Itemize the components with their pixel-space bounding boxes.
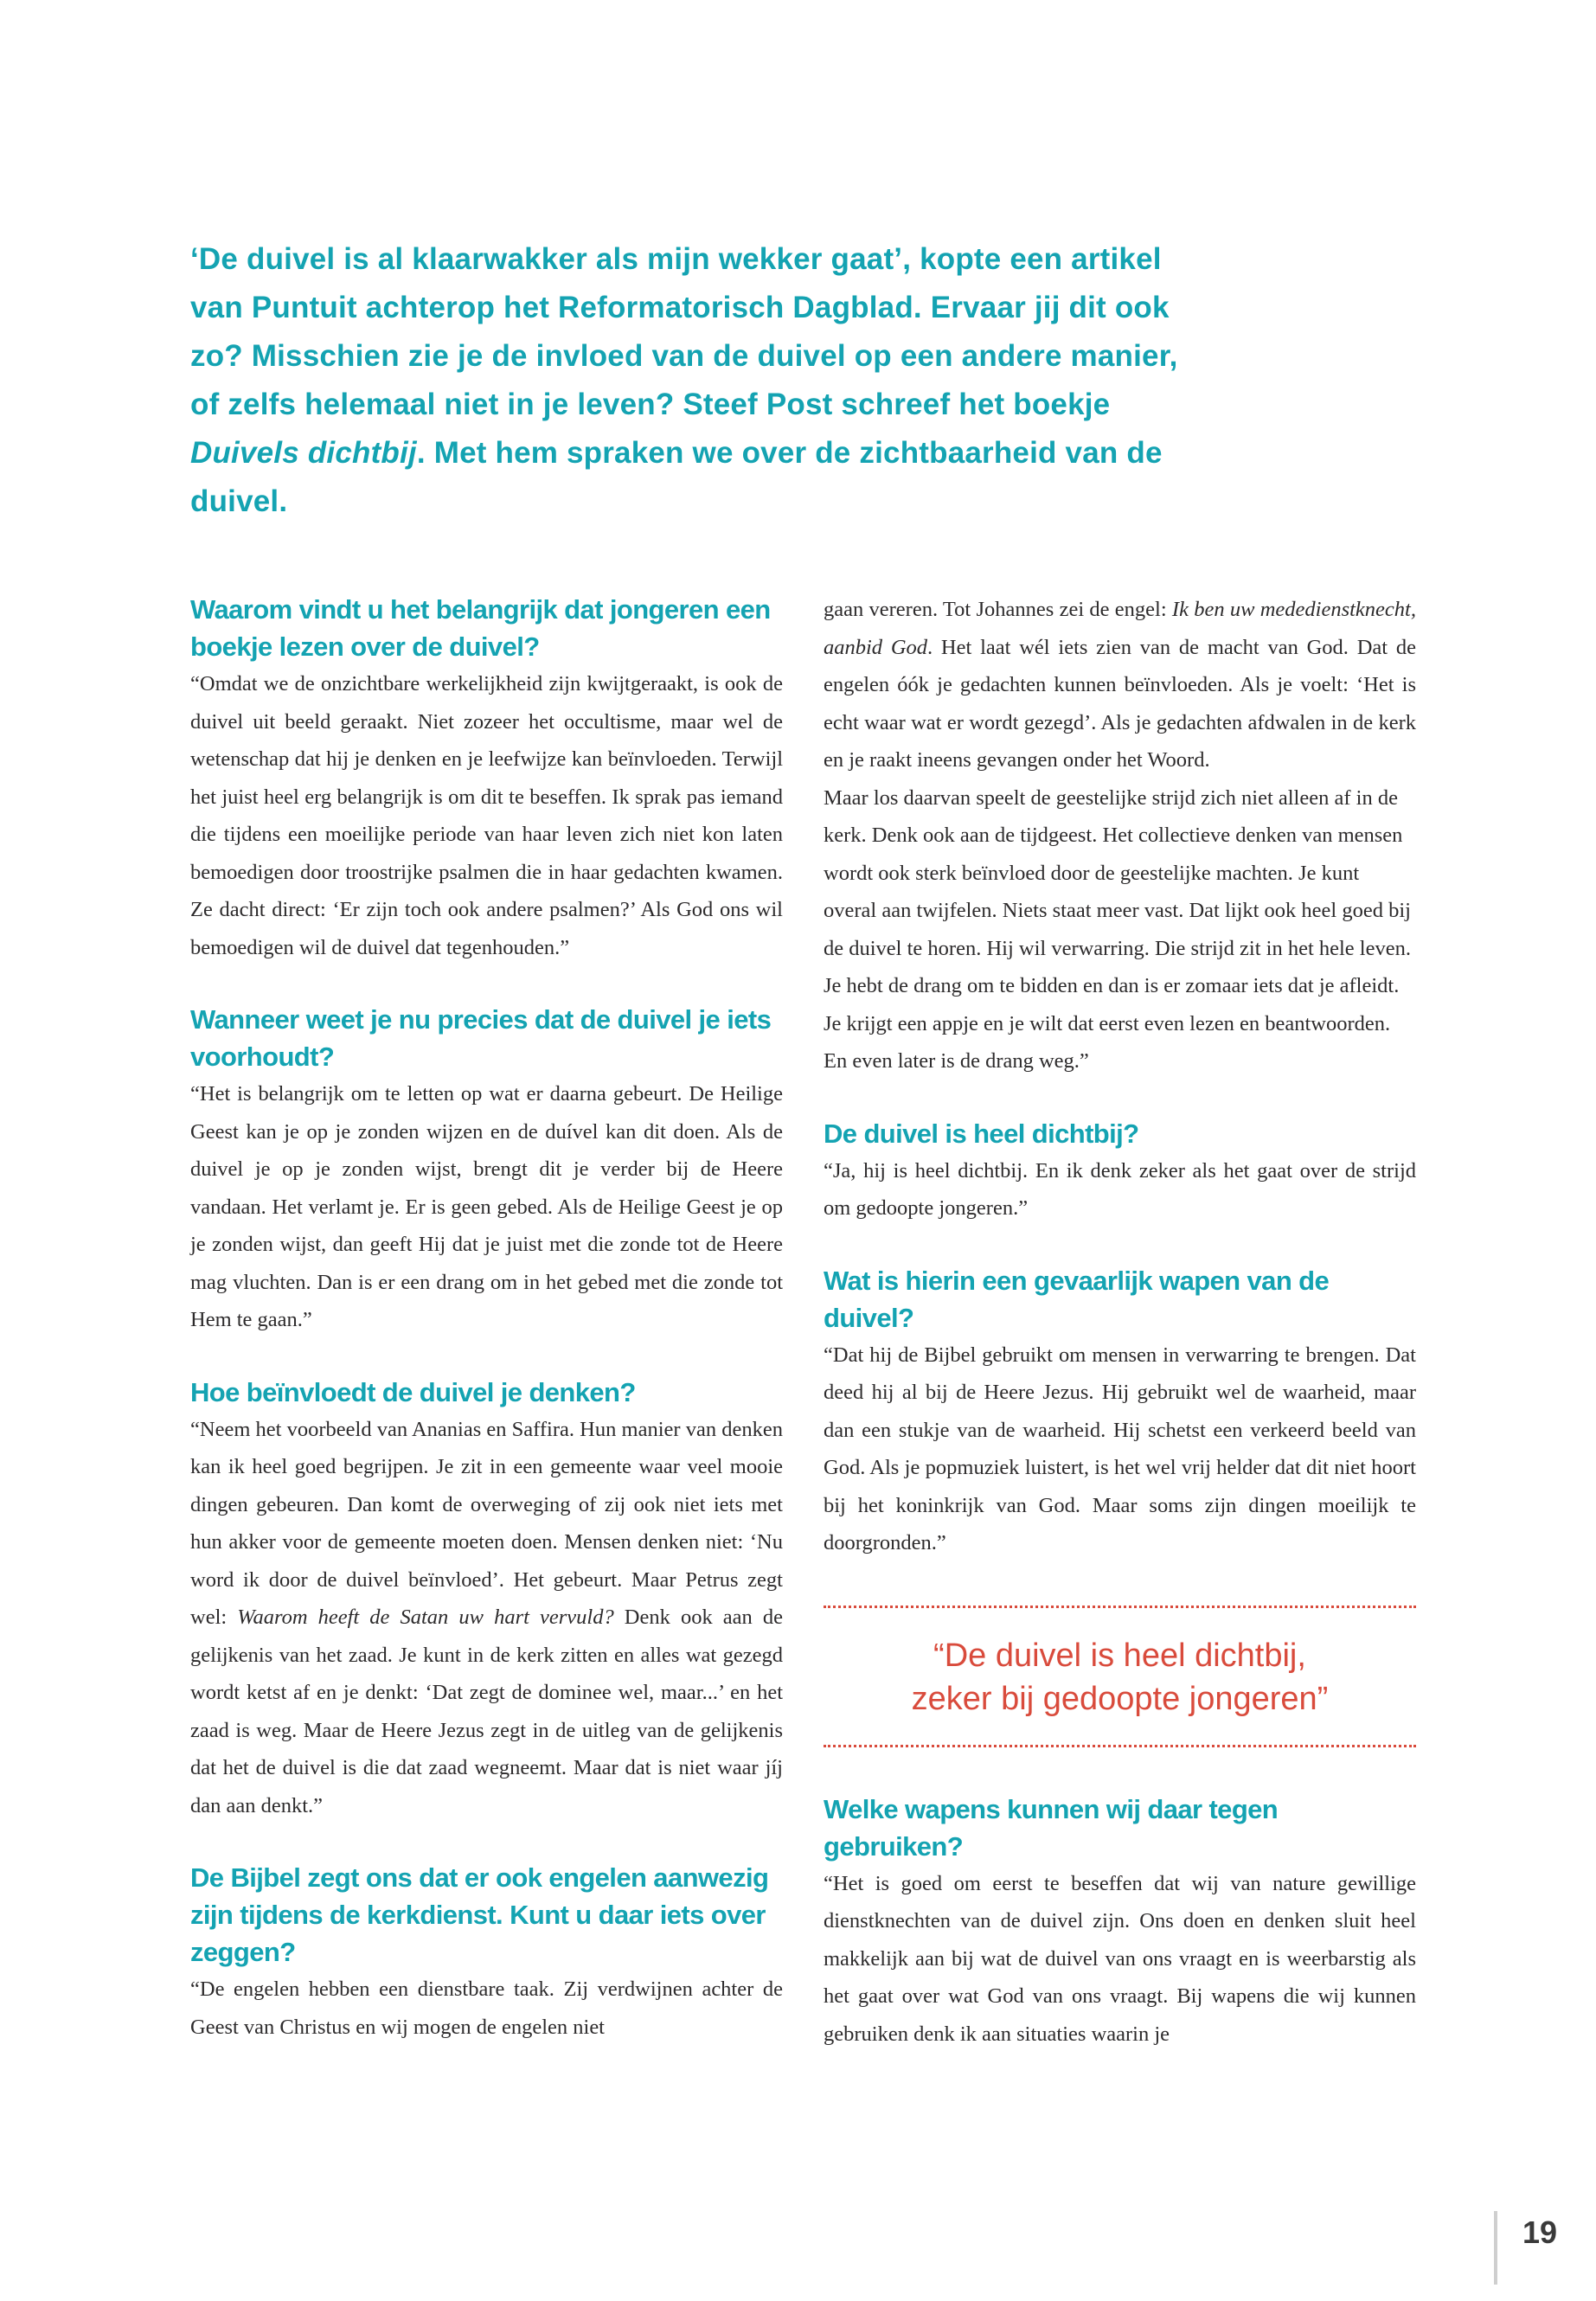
question-heading: Waarom vindt u het belangrijk dat jongeren een boekje lezen over de duivel? [190,594,771,662]
answer-paragraph: “Dat hij de Bijbel gebruikt om mensen in verwarring te brengen. Dat deed hij al bij de Heere Jezus. Hij gebruikt wel de waarheid, maar dan een stukje van de waarheid. Hij schetst een verkeerd beeld van God. Als je popmuziek luistert, is het wel vrij helder dat dit niet hoort bij het koninkrijk van God. Maar soms zijn dingen moeilijk te doorgronden.” [824,1343,1416,1554]
page-number-divider [1494,2211,1497,2285]
question-heading: Wat is hierin een gevaarlijk wapen van de duivel? [824,1265,1330,1333]
question-heading: De Bijbel zegt ons dat er ook engelen aanwezig zijn tijdens de kerkdienst. Kunt u daar iets over zeggen? [190,1862,769,1967]
answer-paragraph: “Ja, hij is heel dichtbij. En ik denk zeker als het gaat over de strijd om gedoopte jongeren.” [824,1158,1416,1220]
question-heading: Hoe beïnvloedt de duivel je denken? [190,1376,636,1407]
pull-quote-line: zeker bij gedoopte jongeren” [911,1680,1329,1717]
right-column [824,591,1416,2053]
bible-quote: Ik ben uw mededienstknecht, aanbid God [824,598,1416,659]
answer-text: Denk ook aan de gelijkenis van het zaad. Je kunt in de kerk zitten en alles wat gezegd wordt ketst af en je denkt: ‘Dat zegt de dominee wel, maar...’ en het zaad is weg. Maar de Heere Jezus zegt in de uitleg van de gelijkenis dat het de duivel is die dat zaad wegneemt. Maar dat is niet waar jíj dan aan denkt.” [190,1606,783,1817]
intro-paragraph [190,235,1211,526]
question-heading: Wanneer weet je nu precies dat de duivel je iets voorhoudt? [190,1004,772,1072]
answer-text: “Neem het voorbeeld van Ananias en Saffira. Hun manier van denken kan ik heel goed begrijpen. Je zit in een gemeente waar veel mooie dingen gebeuren. Dan komt de overweging of zij ook niet iets met hun akker voor de gemeente moeten doen. Mensen denken niet: ‘Nu word ik door de duivel beïnvloed’. Het gebeurt. Maar Petrus zegt wel: [190,1417,783,1629]
answer-paragraph: Maar los daarvan speelt de geestelijke strijd zich niet alleen af in de kerk. Denk ook aan de tijdgeest. Het collectieve denken van mensen wordt ook sterk beïnvloed door de geestelijke machten. Je kunt overal aan twijfelen. Niets staat meer vast. Dat lijkt ook heel goed bij de duivel te horen. Hij wil verwarring. Die strijd zit in het hele leven. Je hebt de drang om te bidden en dan is er zomaar iets dat je afleidt. Je krijgt een appje en je wilt dat eerst even lezen en beantwoorden. En even later is de drang weg.” [824,785,1411,1073]
left-column [190,591,783,2046]
pull-quote-line: “De duivel is heel dichtbij, [933,1637,1306,1674]
answer-text: . Het laat wél iets zien van de macht van God. Dat de engelen óók je gedachten kunnen beïnvloeden. Als je voelt: ‘Het is echt waar wat er wordt gezegd’. Als je gedachten afdwalen in de kerk en je raakt ineens gevangen onder het Woord. [824,635,1416,772]
answer-text: gaan vereren. Tot Johannes zei de engel: [824,598,1172,621]
question-heading: Welke wapens kunnen wij daar tegen gebruiken? [824,1793,1279,1862]
question-heading: De duivel is heel dichtbij? [824,1118,1139,1149]
intro-text-after: . Met hem spraken we over de zichtbaarheid van de duivel. [190,436,1163,518]
pull-quote [824,1606,1416,1747]
answer-paragraph: “De engelen hebben een dienstbare taak. Zij verdwijnen achter de Geest van Christus en wij mogen de engelen niet [190,1977,783,2039]
answer-paragraph: “Het is belangrijk om te letten op wat er daarna gebeurt. De Heilige Geest kan je op je zonden wijzen en de duível kan dit doen. Als de duivel je op je zonden wijst, brengt dit je verder bij de Heere vandaan. Het verlamt je. Er is geen gebed. Als de Heilige Geest je op je zonden wijst, dan geeft Hij dat je juist met die zonde tot de Heere mag vluchten. Dan is er een drang om in het gebed met die zonde tot Hem te gaan.” [190,1082,783,1331]
answer-paragraph: “Omdat we de onzichtbare werkelijkheid zijn kwijtgeraakt, is ook de duivel uit beeld geraakt. Niet zozeer het occultisme, maar wel de wetenschap dat hij je denken en je leefwijze kan beïnvloeden. Terwijl het juist heel erg belangrijk is om dit te beseffen. Ik sprak pas iemand die tijdens een moeilijke periode van haar leven zich niet kon laten bemoedigen door troostrijke psalmen die in haar gedachten kwamen. Ze dacht direct: ‘Er zijn toch ook andere psalmen?’ Als God ons wil bemoedigen wil de duivel dat tegenhouden.” [190,672,783,959]
page-number: 19 [1522,2214,1558,2250]
answer-paragraph [824,591,1416,779]
answer-paragraph: “Het is goed om eerst te beseffen dat wij van nature gewillige dienstknechten van de duivel zijn. Ons doen en denken sluit heel makkelijk aan bij wat de duivel van ons vraagt en is weerbarstig als het gaat over wat God van ons vraagt. Bij wapens die wij kunnen gebruiken denk ik aan situaties waarin je [824,1871,1416,2046]
book-title: Duivels dichtbij [190,436,417,470]
bible-quote: Waarom heeft de Satan uw hart vervuld? [237,1606,614,1629]
answer-paragraph [190,1411,783,1825]
intro-text-before: ‘De duivel is al klaarwakker als mijn wekker gaat’, kopte een artikel van Puntuit achterop het Reformatorisch Dagblad. Ervaar jij dit ook zo? Misschien zie je de invloed van de duivel op een andere manier, of zelfs helemaal niet in je leven? Steef Post schreef het boekje [190,242,1178,421]
